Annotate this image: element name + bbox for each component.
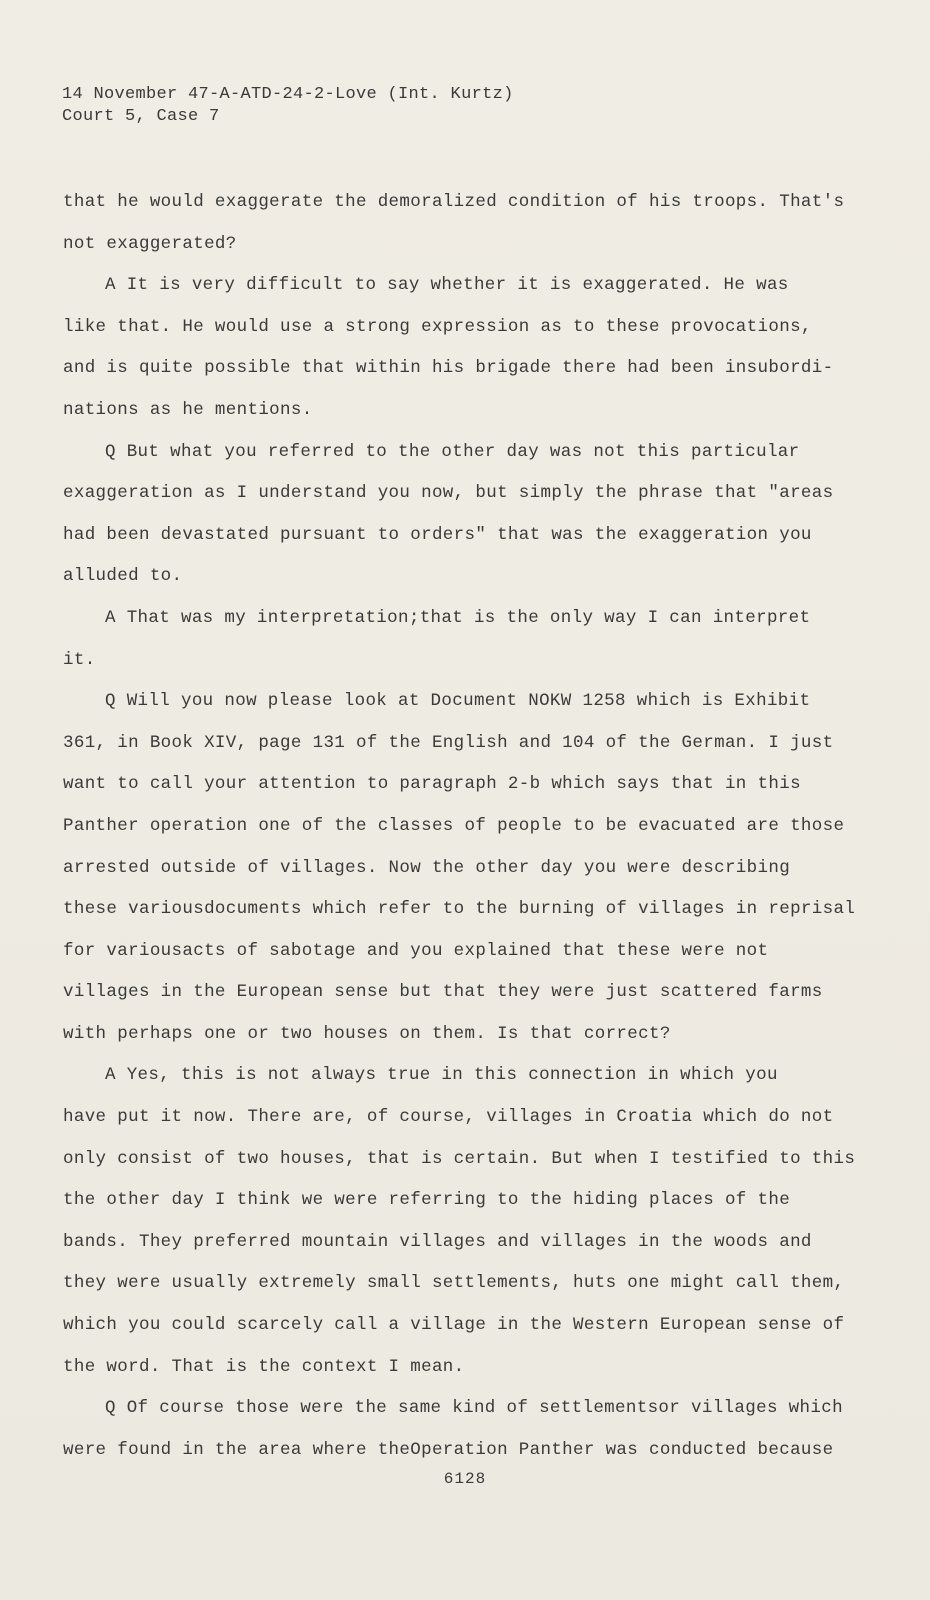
- transcript-line: the word. That is the context I mean.: [63, 1356, 465, 1377]
- transcript-line: like that. He would use a strong expression as to these provocations,: [63, 316, 812, 337]
- transcript-line: they were usually extremely small settlements, huts one might call them,: [63, 1273, 845, 1294]
- header-session-line: 14 November 47-A-ATD-24-2-Love (Int. Kurtz): [62, 85, 514, 104]
- transcript-line: that he would exaggerate the demoralized condition of his troops. That's: [63, 192, 845, 212]
- header-court-line: Court 5, Case 7: [62, 107, 220, 126]
- transcript-line: alluded to.: [63, 566, 183, 587]
- transcript-line: Panther operation one of the classes of people to be evacuated are those: [63, 815, 845, 836]
- transcript-line: Q Of course those were the same kind of settlementsor villages which: [105, 1398, 843, 1419]
- transcript-line: which you could scarcely call a village in the Western European sense of: [63, 1315, 845, 1336]
- page-number: 6128: [443, 1470, 487, 1488]
- transcript-line: want to call your attention to paragraph 2-b which says that in this: [63, 774, 801, 795]
- transcript-line: villages in the European sense but that they were just scattered farms: [63, 982, 823, 1003]
- transcript-line: have put it now. There are, of course, villages in Croatia which do not: [63, 1107, 834, 1128]
- transcript-line: arrested outside of villages. Now the other day you were describing: [63, 857, 791, 878]
- transcript-body: [63, 182, 863, 1471]
- transcript-line: A Yes, this is not always true in this connection in which you: [105, 1065, 778, 1086]
- transcript-line: it.: [63, 649, 96, 670]
- transcript-line: had been devastated pursuant to orders" that was the exaggeration you: [63, 524, 812, 545]
- transcript-line: for variousacts of sabotage and you explained that these were not: [63, 940, 769, 961]
- transcript-line: were found in the area where theOperation Panther was conducted because: [63, 1439, 834, 1460]
- transcript-line: 361, in Book XIV, page 131 of the English and 104 of the German. I just: [63, 732, 834, 753]
- transcript-line: A It is very difficult to say whether it is exaggerated. He was: [105, 275, 789, 296]
- document-header: [62, 84, 514, 128]
- transcript-line: and is quite possible that within his brigade there had been insubordi-: [63, 358, 834, 379]
- transcript-line: exaggeration as I understand you now, but simply the phrase that "areas: [63, 483, 834, 504]
- transcript-line: nations as he mentions.: [63, 399, 313, 420]
- transcript-line: Q Will you now please look at Document NOKW 1258 which is Exhibit: [105, 691, 811, 712]
- transcript-line: these variousdocuments which refer to the burning of villages in reprisal: [63, 899, 856, 920]
- transcript-line: only consist of two houses, that is certain. But when I testified to this: [63, 1148, 856, 1169]
- transcript-line: Q But what you referred to the other day was not this particular: [105, 441, 800, 462]
- transcript-line: bands. They preferred mountain villages and villages in the woods and: [63, 1231, 812, 1252]
- transcript-line: with perhaps one or two houses on them. Is that correct?: [63, 1023, 671, 1044]
- transcript-line: A That was my interpretation;that is the only way I can interpret: [105, 607, 811, 628]
- transcript-line: the other day I think we were referring to the hiding places of the: [63, 1190, 791, 1211]
- transcript-line: not exaggerated?: [63, 233, 237, 254]
